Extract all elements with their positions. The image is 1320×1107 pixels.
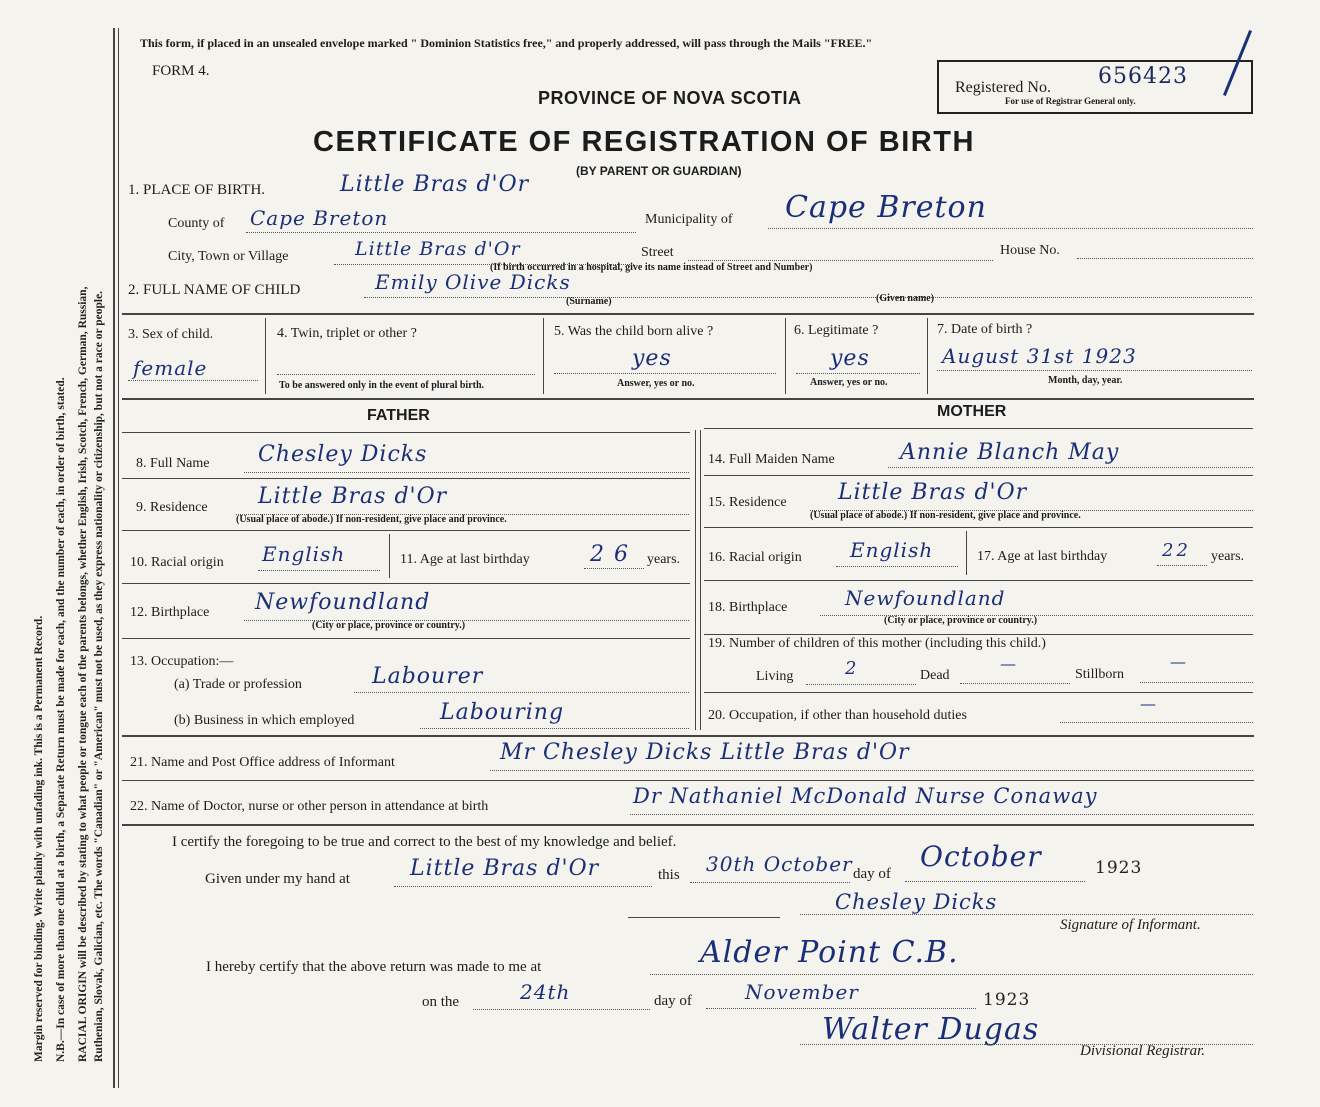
given-name-note: (Given name) <box>876 293 935 304</box>
father-business-value: Labouring <box>440 700 565 725</box>
informant-signature-label: Signature of Informant. <box>1060 917 1201 933</box>
informant-signature-line <box>800 914 1253 915</box>
informant-top-rule <box>122 735 1254 737</box>
date-of-birth-value: August 31st 1923 <box>942 344 1137 368</box>
mother-rule-6 <box>704 692 1253 693</box>
father-mother-divider-2 <box>700 430 701 730</box>
given-under-label: Given under my hand at <box>205 871 350 887</box>
father-city-note: (City or place, province or country.) <box>312 620 466 631</box>
twin-label: 4. Twin, triplet or other ? <box>277 326 417 341</box>
doctor-value: Dr Nathaniel McDonald Nurse Conaway <box>633 784 1098 808</box>
registrar-signature: Walter Dugas <box>822 1012 1040 1047</box>
mother-residence-label: 15. Residence <box>708 495 787 510</box>
this-label: this <box>658 867 680 883</box>
father-name-label: 8. Full Name <box>136 456 210 471</box>
mother-abode-note: (Usual place of abode.) If non-resident, give place and province. <box>810 510 1081 521</box>
informant-bottom-rule <box>122 780 1254 781</box>
given-place-line <box>394 886 652 887</box>
county-line <box>246 232 636 233</box>
mother-occupation-line <box>1060 722 1253 723</box>
house-number-label: House No. <box>1000 243 1060 258</box>
father-birthplace-label: 12. Birthplace <box>130 605 210 620</box>
mother-racial-divider <box>966 531 967 575</box>
father-business-label: (b) Business in which employed <box>174 713 355 728</box>
legitimate-line <box>796 373 920 374</box>
dead-line <box>960 683 1070 684</box>
father-racial-value: English <box>262 542 346 566</box>
row-3-7-divider-3 <box>785 318 786 394</box>
father-rule-3 <box>122 530 690 531</box>
sex-label: 3. Sex of child. <box>128 327 214 342</box>
registrar-day-value: 24th <box>520 980 571 1004</box>
given-day-value: 30th October <box>706 852 853 876</box>
registrar-day-of-label: day of <box>654 993 692 1009</box>
informant-value: Mr Chesley Dicks Little Bras d'Or <box>500 740 910 765</box>
given-month-line <box>905 881 1085 882</box>
born-alive-line <box>554 373 776 374</box>
row-3-7-divider-4 <box>927 318 928 394</box>
father-heading: FATHER <box>367 407 430 424</box>
county-label: County of <box>168 216 225 231</box>
registrar-month-line <box>706 1008 976 1009</box>
certificate-title: CERTIFICATE OF REGISTRATION OF BIRTH <box>313 126 975 158</box>
municipality-line <box>768 228 1253 229</box>
place-of-birth-label: 1. PLACE OF BIRTH. <box>128 182 266 198</box>
hospital-note: (If birth occurred in a hospital, give its name instead of Street and Number) <box>490 262 813 273</box>
registered-number: 656423 <box>1098 64 1188 89</box>
twin-note: To be answered only in the event of plural birth. <box>279 380 485 391</box>
row-3-7-bottom-rule <box>122 398 1254 400</box>
stillborn-line <box>1140 682 1253 683</box>
margin-note-plural-birth: N.B.—In case of more than one child at a birth, a Separate Return must be made for each, and the number of each, in order of birth, stated. <box>55 377 67 1062</box>
city-label: City, Town or Village <box>168 249 289 264</box>
place-of-birth-value: Little Bras d'Or <box>340 172 530 197</box>
father-age-value: 26 <box>590 542 638 567</box>
doctor-line <box>630 814 1253 815</box>
stillborn-value: — <box>1170 652 1187 671</box>
father-trade-line <box>354 692 689 693</box>
doctor-bottom-rule <box>122 824 1254 826</box>
mother-rule-4 <box>704 580 1253 581</box>
father-business-line <box>420 728 689 729</box>
born-alive-value: yes <box>632 346 672 371</box>
street-line <box>688 260 993 261</box>
doctor-label: 22. Name of Doctor, nurse or other person in attendance at birth <box>130 799 489 814</box>
father-racial-line <box>258 570 380 571</box>
given-year-value: 1923 <box>1095 858 1143 878</box>
registered-label: Registered No. <box>955 79 1051 96</box>
date-of-birth-line <box>937 370 1252 371</box>
child-name-value: Emily Olive Dicks <box>375 270 571 294</box>
binding-rule-2 <box>118 28 119 1088</box>
given-month-value: October <box>920 840 1042 873</box>
father-rule-4 <box>122 583 690 584</box>
informant-label: 21. Name and Post Office address of Informant <box>130 755 395 770</box>
mother-age-line <box>1157 565 1207 566</box>
father-racial-label: 10. Racial origin <box>130 555 224 570</box>
mother-name-line <box>888 467 1253 468</box>
margin-note-racial-origin-2: Ruthenian, Slovak, Galician, etc. The words "Canadian" or "American" must not be used, as they express nationality or citizenship, but not a race or people. <box>93 290 105 1062</box>
row-3-7-divider-1 <box>265 318 266 394</box>
legitimate-value: yes <box>830 346 870 371</box>
county-value: Cape Breton <box>250 206 389 230</box>
father-racial-divider <box>389 534 390 578</box>
twin-line <box>277 374 535 375</box>
father-birthplace-line <box>244 620 689 621</box>
legitimate-label: 6. Legitimate ? <box>794 323 879 338</box>
certify-statement: I certify the foregoing to be true and correct to the best of my knowledge and belief. <box>172 834 677 850</box>
row-3-7-top-rule <box>122 313 1254 315</box>
living-label: Living <box>756 669 794 684</box>
registrar-place-line <box>650 974 1253 975</box>
date-of-birth-note: Month, day, year. <box>1048 375 1123 386</box>
mother-children-label: 19. Number of children of this mother (including this child.) <box>708 636 1046 651</box>
informant-signature: Chesley Dicks <box>835 890 998 914</box>
form-number: FORM 4. <box>152 63 210 79</box>
father-age-line <box>584 568 644 569</box>
born-alive-note: Answer, yes or no. <box>617 378 695 389</box>
margin-note-binding: Margin reserved for binding. Write plainly with unfading ink. This is a Permanent Record. <box>33 615 45 1062</box>
city-value: Little Bras d'Or <box>355 238 521 260</box>
binding-rule-1 <box>113 28 115 1088</box>
mother-rule-1 <box>704 428 1253 429</box>
mother-name-label: 14. Full Maiden Name <box>708 452 835 467</box>
mother-racial-line <box>836 566 958 567</box>
legitimate-note: Answer, yes or no. <box>810 377 888 388</box>
father-rule-5 <box>122 638 690 639</box>
mother-city-note: (City or place, province or country.) <box>884 615 1038 626</box>
mother-racial-value: English <box>850 538 934 562</box>
municipality-value: Cape Breton <box>785 190 987 225</box>
province-heading: PROVINCE OF NOVA SCOTIA <box>538 88 802 108</box>
father-years-label: years. <box>647 552 681 567</box>
father-trade-label: (a) Trade or profession <box>174 677 302 692</box>
mother-heading: MOTHER <box>937 403 1007 420</box>
margin-note-racial-origin-1: RACIAL ORIGIN will be described by stating to what people or tongue each of the parents belongs, whether English, Irish, Scotch, French, German, Russian, <box>77 286 89 1062</box>
registrar-year-value: 1923 <box>983 990 1031 1010</box>
father-trade-value: Labourer <box>372 664 484 689</box>
father-name-value: Chesley Dicks <box>258 442 428 467</box>
mother-rule-5 <box>704 634 1253 635</box>
mother-residence-value: Little Bras d'Or <box>838 480 1028 505</box>
mother-age-label: 17. Age at last birthday <box>977 549 1108 564</box>
father-residence-value: Little Bras d'Or <box>258 484 448 509</box>
mail-notice: This form, if placed in an unsealed envelope marked " Dominion Statistics free," and properly addressed, will pass through the Mails "FREE." <box>140 36 873 50</box>
father-birthplace-value: Newfoundland <box>255 590 431 615</box>
registrar-month-value: November <box>745 980 859 1004</box>
registrar-certify-label: I hereby certify that the above return was made to me at <box>206 959 542 975</box>
street-label: Street <box>641 245 674 260</box>
mother-birthplace-label: 18. Birthplace <box>708 600 788 615</box>
father-mother-divider <box>695 430 696 730</box>
surname-note: (Surname) <box>566 296 612 307</box>
municipality-label: Municipality of <box>645 212 733 227</box>
father-rule-2 <box>122 478 690 479</box>
living-line <box>806 684 916 685</box>
stillborn-label: Stillborn <box>1075 667 1125 682</box>
registered-note: For use of Registrar General only. <box>1005 96 1136 106</box>
dead-value: — <box>1000 654 1017 673</box>
mother-occupation-label: 20. Occupation, if other than household duties <box>708 708 967 723</box>
sex-value: female <box>133 356 208 380</box>
born-alive-label: 5. Was the child born alive ? <box>554 324 714 339</box>
certificate-subtitle: (BY PARENT OR GUARDIAN) <box>576 164 742 178</box>
mother-rule-2 <box>704 475 1253 476</box>
father-name-line <box>244 472 689 473</box>
registrar-day-line <box>473 1009 650 1010</box>
registrar-place-value: Alder Point C.B. <box>700 935 959 970</box>
given-place-value: Little Bras d'Or <box>410 856 600 881</box>
living-value: 2 <box>845 658 858 679</box>
given-day-line <box>690 882 850 883</box>
father-occupation-label: 13. Occupation:— <box>130 654 234 669</box>
mother-birthplace-value: Newfoundland <box>845 586 1006 610</box>
mother-occupation-value: — <box>1140 694 1157 713</box>
father-residence-label: 9. Residence <box>136 500 208 515</box>
father-abode-note: (Usual place of abode.) If non-resident, give place and province. <box>236 514 507 525</box>
mother-name-value: Annie Blanch May <box>900 440 1120 465</box>
mother-years-label: years. <box>1211 549 1245 564</box>
mother-rule-3 <box>704 527 1253 528</box>
sex-line <box>128 380 258 381</box>
registrar-signature-label: Divisional Registrar. <box>1080 1043 1206 1059</box>
mother-age-value: 22 <box>1162 540 1191 561</box>
mother-racial-label: 16. Racial origin <box>708 550 802 565</box>
child-name-line <box>364 297 1252 298</box>
father-rule-1 <box>122 432 690 433</box>
on-the-label: on the <box>422 994 460 1010</box>
informant-signature-rule <box>628 917 780 918</box>
day-of-label: day of <box>853 866 891 882</box>
informant-line <box>490 770 1253 771</box>
date-of-birth-label: 7. Date of birth ? <box>937 322 1033 337</box>
row-3-7-divider-2 <box>543 318 544 394</box>
house-number-line <box>1077 258 1253 259</box>
child-name-label: 2. FULL NAME OF CHILD <box>128 282 301 298</box>
dead-label: Dead <box>920 668 950 683</box>
father-age-label: 11. Age at last birthday <box>400 552 530 567</box>
